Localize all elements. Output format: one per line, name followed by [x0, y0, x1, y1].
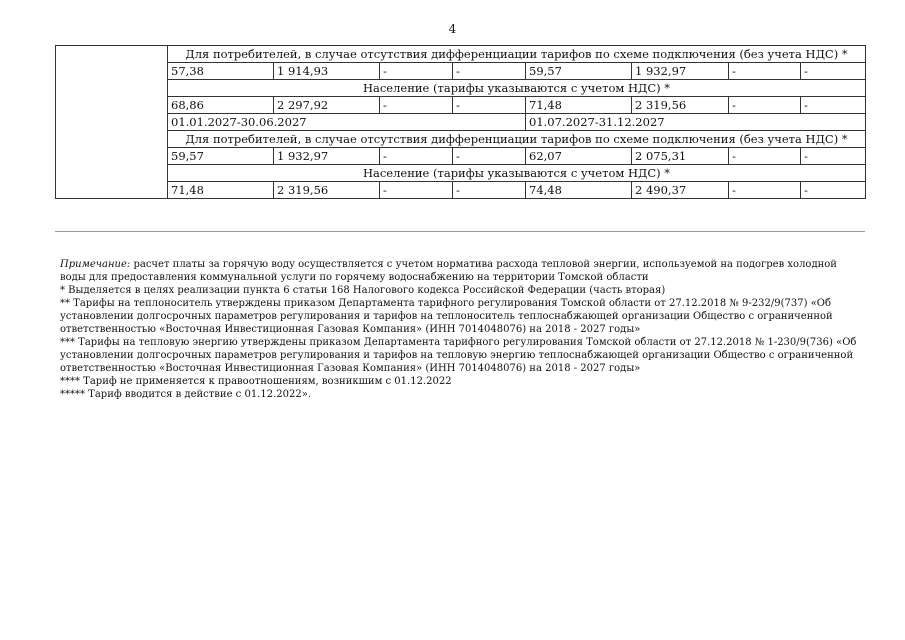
value-cell: 71,48 — [168, 182, 274, 199]
value-cell: - — [453, 63, 526, 80]
value-cell: 68,86 — [168, 97, 274, 114]
group-heading-cell: Население (тарифы указываются с учетом НДС) * — [168, 80, 866, 97]
value-cell: 1 914,93 — [274, 63, 380, 80]
value-cell: 59,57 — [168, 148, 274, 165]
section-divider — [55, 231, 865, 232]
table-row — [56, 148, 866, 165]
value-cell: 1 932,97 — [274, 148, 380, 165]
value-cell: - — [801, 97, 866, 114]
value-cell: 71,48 — [526, 97, 632, 114]
period-left-cell: 01.01.2027-30.06.2027 — [168, 114, 526, 131]
value-cell: 2 490,37 — [632, 182, 729, 199]
value-cell: 2 319,56 — [632, 97, 729, 114]
value-cell: 2 075,31 — [632, 148, 729, 165]
footnote-line: *** Тарифы на тепловую энергию утверждены приказом Департамента тарифного регулирования Томской области от 27.12.2018 № 1-230/9(736) «Об установлении долгосрочных параметров регулирования и тарифов на тепловую энергию теплоснабжающей организации Общество с ограниченной ответственностью «Восточная Инвестиционная Газовая Компания» (ИНН 7014048076) на 2018 - 2027 годы» — [60, 337, 857, 374]
value-cell: - — [801, 148, 866, 165]
note-text: расчет платы за горячую воду осуществляется с учетом норматива расхода тепловой энергии, используемой на подогрев холодной воды для предоставления коммунальной услуги по горячему водоснабжению на территории Томской области — [60, 259, 837, 283]
note-label: Примечание: — [60, 259, 131, 270]
value-cell: - — [801, 182, 866, 199]
group-heading-cell: Население (тарифы указываются с учетом НДС) * — [168, 165, 866, 182]
value-cell: - — [453, 182, 526, 199]
value-cell: 2 297,92 — [274, 97, 380, 114]
value-cell: 1 932,97 — [632, 63, 729, 80]
value-cell: - — [380, 148, 453, 165]
notes-block — [60, 258, 860, 401]
group-heading-cell: Для потребителей, в случае отсутствия дифференциации тарифов по схеме подключения (без учета НДС) * — [168, 46, 866, 63]
value-cell: - — [729, 148, 801, 165]
value-cell: 62,07 — [526, 148, 632, 165]
table-row — [56, 80, 866, 97]
table-row — [56, 131, 866, 148]
value-cell: - — [380, 63, 453, 80]
period-right-cell: 01.07.2027-31.12.2027 — [526, 114, 866, 131]
table-row — [56, 97, 866, 114]
value-cell: 57,38 — [168, 63, 274, 80]
value-cell: - — [380, 97, 453, 114]
table-row — [56, 182, 866, 199]
value-cell: 2 319,56 — [274, 182, 380, 199]
value-cell: - — [729, 182, 801, 199]
tariff-table — [55, 45, 866, 199]
table-row — [56, 114, 866, 131]
value-cell: - — [380, 182, 453, 199]
value-cell: - — [801, 63, 866, 80]
footnote-line: * Выделяется в целях реализации пункта 6 статьи 168 Налогового кодекса Российской Федерации (часть вторая) — [60, 285, 666, 296]
value-cell: - — [729, 97, 801, 114]
row-label-cell — [56, 46, 168, 199]
table-row — [56, 46, 866, 63]
value-cell: - — [453, 97, 526, 114]
footnote-line: ***** Тариф вводится в действие с 01.12.2022». — [60, 389, 312, 400]
value-cell: - — [729, 63, 801, 80]
value-cell: - — [453, 148, 526, 165]
footnote-line: **** Тариф не применяется к правоотношениям, возникшим с 01.12.2022 — [60, 376, 452, 387]
value-cell: 74,48 — [526, 182, 632, 199]
value-cell: 59,57 — [526, 63, 632, 80]
note-paragraph — [60, 258, 860, 284]
footnote-line: ** Тарифы на теплоноситель утверждены приказом Департамента тарифного регулирования Томской области от 27.12.2018 № 9-232/9(737) «Об установлении долгосрочных параметров регулирования и тарифов на теплоноситель теплоснабжающей организации Общество с ограниченной ответственностью «Восточная Инвестиционная Газовая Компания» (ИНН 7014048076) на 2018 - 2027 годы» — [60, 298, 833, 335]
page-number: 4 — [448, 22, 457, 36]
table-row — [56, 165, 866, 182]
table-row — [56, 63, 866, 80]
group-heading-cell: Для потребителей, в случае отсутствия дифференциации тарифов по схеме подключения (без учета НДС) * — [168, 131, 866, 148]
